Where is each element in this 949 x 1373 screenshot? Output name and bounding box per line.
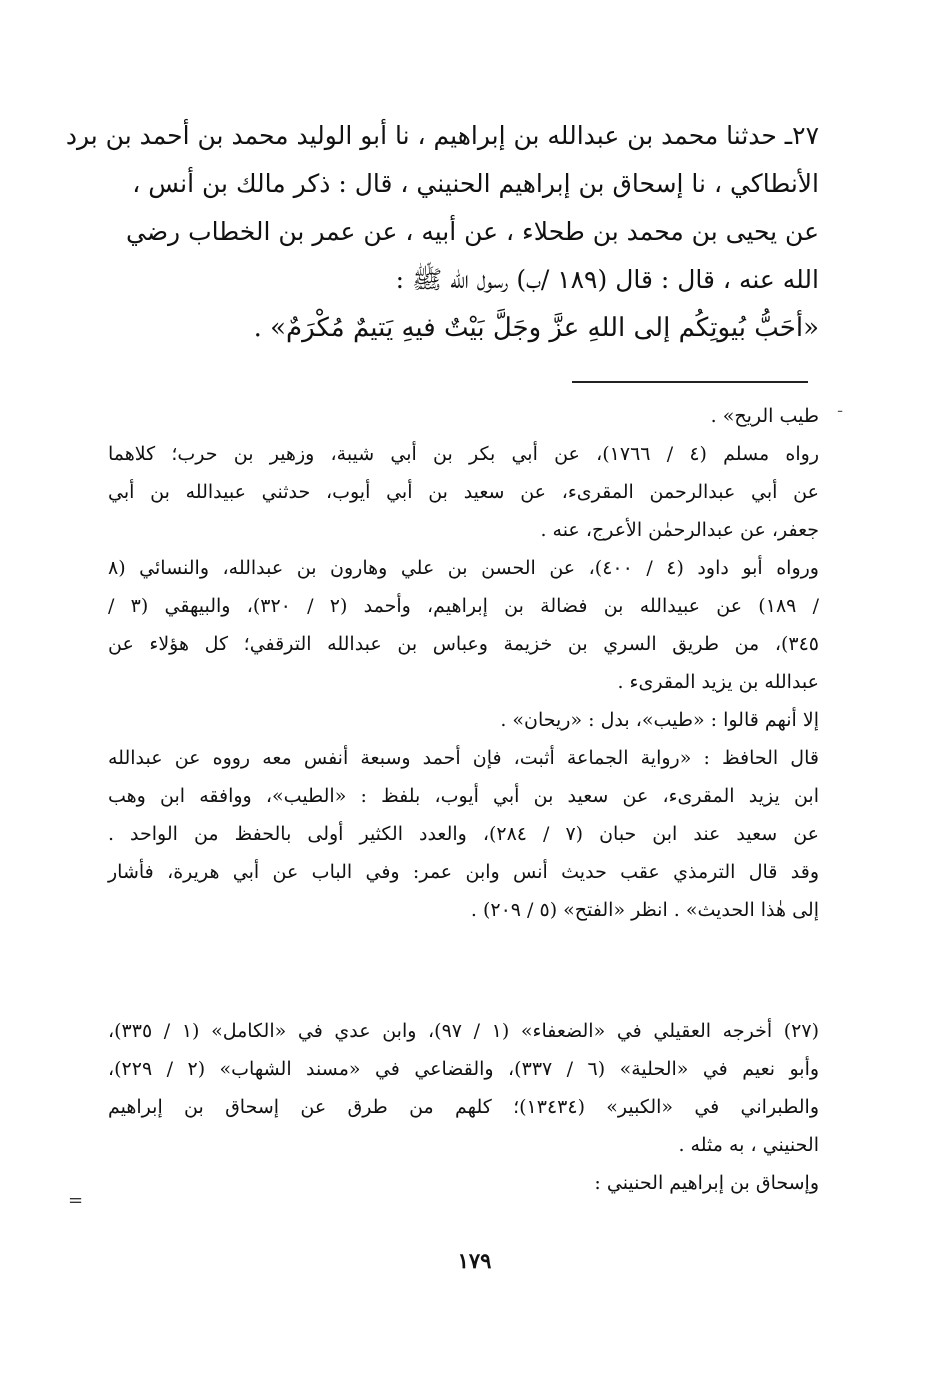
footnote-line: إلا أنهم قالوا : «طيب»، بدل : «ريحان» . — [500, 709, 819, 731]
footnote-line: ٣٤٥)، من طريق السري بن خزيمة وعباس بن عبدالله الترقفي؛ كل هؤلاء عن — [108, 633, 819, 655]
footnote-line: (٢٧) أخرجه العقيلي في «الضعفاء» (١ / ٩٧)، وابن عدي في «الكامل» (١ / ٣٣٥)، — [108, 1020, 820, 1042]
footnote-line: طيب الريح» . — [710, 405, 819, 427]
footnote-continued — [108, 397, 819, 929]
footnote-line: ابن يزيد المقرىء، عن سعيد بن أبي أيوب، بلفظ : «الطيب»، ووافقه ابن وهب — [108, 785, 819, 807]
footnote-line: ورواه أبو داود (٤ / ٤٠٠)، عن الحسن بن علي وهارون بن عبدالله، والنسائي (٨ — [108, 557, 819, 579]
main-text-line: ٢٧ـ حدثنا محمد بن عبدالله بن إبراهيم ، نا أبو الوليد محمد بن أحمد بن برد — [65, 121, 819, 150]
footnote-line: وإسحاق بن إبراهيم الحنيني : — [594, 1172, 819, 1194]
footnote-line: الحنيني ، به مثله . — [678, 1134, 819, 1156]
footnote-divider — [572, 381, 808, 383]
footnote-line: جعفر، عن عبدالرحمٰن الأعرج، عنه . — [540, 519, 819, 541]
hadith-quote: «أحَبُّ بُيوتِكُم إلى اللهِ عزَّ وجَلَّ بَيْتٌ فيهِ يَتيمٌ مُكْرَمٌ» . — [253, 313, 819, 343]
hadith-main-text — [65, 112, 819, 352]
footnote-line: / ١٨٩) عن عبيدالله بن فضالة بن إبراهيم، وأحمد (٢ / ٣٢٠)، والبيهقي (٣ / — [108, 595, 820, 617]
footnote-line: والطبراني في «الكبير» (١٣٤٣٤)؛ كلهم من طرق عن إسحاق بن إبراهيم — [108, 1096, 819, 1118]
footnote-line: عن أبي عبدالرحمن المقرىء، عن سعيد بن أبي أيوب، حدثني عبيدالله بن أبي — [108, 481, 819, 503]
main-text-line: الأنطاكي ، نا إسحاق بن إبراهيم الحنيني ، قال : ذكر مالك بن أنس ، — [132, 169, 819, 198]
margin-mark-bottom: = — [68, 1190, 84, 1211]
main-text-line: الله عنه ، قال : قال (١٨٩ /ب) رسول الله ﷺ : — [395, 265, 819, 294]
footnote-line: قال الحافظ : «رواية الجماعة أثبت، فإن أحمد وسبعة أنفس معه رووه عن عبدالله — [108, 747, 819, 769]
page-number: ١٧٩ — [457, 1248, 492, 1273]
footnote-line: إلى هٰذا الحديث» . انظر «الفتح» (٥ / ٢٠٩) . — [470, 899, 819, 921]
footnote-line: عن سعيد عند ابن حبان (٧ / ٢٨٤)، والعدد الكثير أولى بالحفظ من الواحد . — [108, 823, 820, 845]
main-text-line: عن يحيى بن محمد بن طحلاء ، عن أبيه ، عن عمر بن الخطاب رضي — [125, 217, 819, 246]
footnote-line: وقد قال الترمذي عقب حديث أنس وابن عمر: وفي الباب عن أبي هريرة، فأشار — [108, 861, 819, 883]
footnote-line: رواه مسلم (٤ / ١٧٦٦)، عن أبي بكر بن أبي شيبة، وزهير بن حرب؛ كلاهما — [108, 443, 820, 465]
margin-mark-top: ـ — [838, 400, 843, 416]
footnote-27 — [108, 1012, 819, 1202]
footnote-line: وأبو نعيم في «الحلية» (٦ / ٣٣٧)، والقضاعي في «مسند الشهاب» (٢ / ٢٢٩)، — [108, 1058, 820, 1080]
footnote-line: عبدالله بن يزيد المقرىء . — [617, 671, 819, 693]
